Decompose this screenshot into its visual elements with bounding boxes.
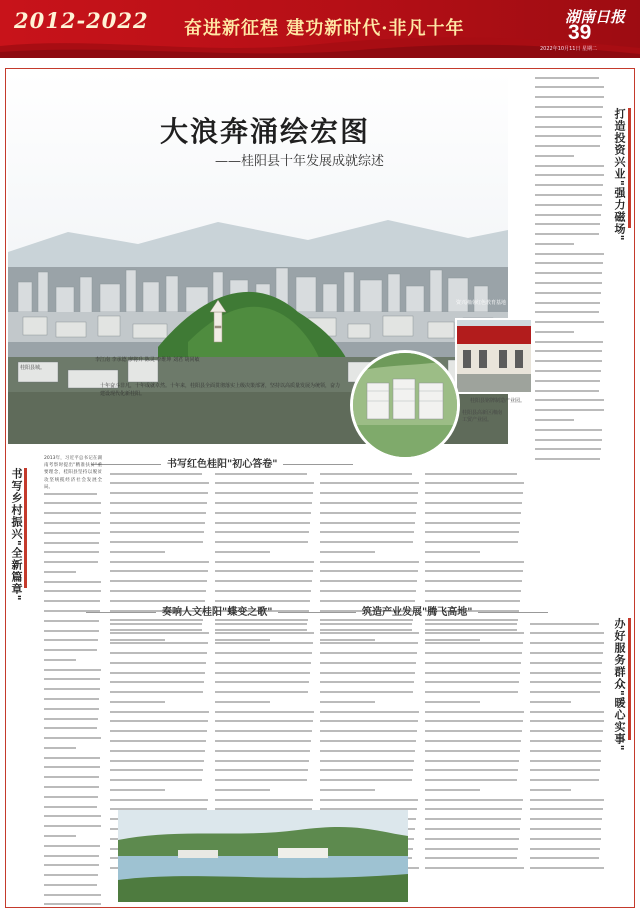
text-line (425, 740, 525, 747)
text-line (535, 350, 605, 357)
text-line (44, 542, 102, 549)
text-line (44, 718, 102, 725)
text-line (425, 482, 525, 489)
inset-factory-sign: 资兴湘南红色教育基地 (456, 300, 507, 306)
text-line (535, 429, 605, 436)
text-line (425, 473, 525, 480)
text-line (535, 96, 605, 103)
text-line (320, 760, 420, 767)
text-line (44, 884, 102, 891)
side-title-service: 办好服务群众"暖心实事" (613, 618, 626, 752)
section-title-culture: 奏响人文桂阳"蝶变之歌" (80, 603, 354, 618)
text-line (535, 155, 605, 162)
text-line (110, 522, 210, 529)
text-line (535, 214, 605, 221)
text-line (530, 701, 605, 708)
text-line (215, 541, 315, 548)
text-line (44, 698, 102, 705)
text-line (110, 473, 210, 480)
text-line (215, 623, 315, 630)
text-line (320, 799, 420, 806)
text-line (110, 482, 210, 489)
text-line (110, 492, 210, 499)
side-title-investment: 打造投资兴业"强力磁场" (613, 108, 626, 242)
text-line (44, 659, 102, 666)
text-line (44, 815, 102, 822)
text-line (44, 493, 102, 500)
text-line (530, 779, 605, 786)
text-line (535, 399, 605, 406)
text-line (320, 691, 420, 698)
text-line (530, 760, 605, 767)
text-line (44, 630, 102, 637)
text-line (320, 551, 420, 558)
text-line (425, 551, 525, 558)
text-line (44, 766, 102, 773)
text-line (425, 720, 525, 727)
text-line (110, 691, 210, 698)
text-line (425, 760, 525, 767)
text-line (320, 541, 420, 548)
text-line (215, 750, 315, 757)
text-line (425, 632, 525, 639)
text-line (320, 531, 420, 538)
text-line (44, 747, 102, 754)
text-line (535, 302, 605, 309)
text-line (215, 740, 315, 747)
text-line (320, 502, 420, 509)
body-excerpt: 2013年，习近平总书记在湖南考察时提出"精准扶贫"重要理念，桂阳县坚持以脱贫攻坚统揽经济社会发展全局。 (44, 456, 102, 490)
left-column-intro (44, 455, 102, 491)
text-line (320, 779, 420, 786)
text-line (110, 730, 210, 737)
text-line (530, 632, 605, 639)
text-line (530, 789, 605, 796)
text-line (535, 194, 605, 201)
text-line (44, 864, 102, 871)
side-title-accent-2 (628, 618, 631, 740)
text-line (535, 360, 605, 367)
text-line (535, 106, 605, 113)
text-line (530, 730, 605, 737)
text-line (530, 672, 605, 679)
byline: 李江南 李承德 廖将升 陈灵 李维坤 刘君 胡同敏 (95, 357, 200, 363)
text-line (425, 623, 525, 630)
river-landscape-photo (118, 810, 408, 902)
text-line (110, 652, 210, 659)
text-line (320, 623, 420, 630)
text-line (535, 233, 605, 240)
text-line (110, 531, 210, 538)
text-line (320, 740, 420, 747)
text-line (215, 590, 315, 597)
text-line (215, 570, 315, 577)
text-line (425, 711, 525, 718)
text-line (215, 492, 315, 499)
text-line (44, 590, 102, 597)
newspaper-logo: 湖南日报 (565, 8, 626, 26)
text-line (425, 512, 525, 519)
text-line (110, 750, 210, 757)
right-column-lines (535, 77, 605, 466)
side-title-accent-3 (24, 468, 27, 588)
text-line (425, 857, 525, 864)
left-column-lines (44, 490, 102, 913)
text-line (215, 502, 315, 509)
text-line (44, 512, 102, 519)
text-line (530, 740, 605, 747)
text-line (425, 492, 525, 499)
text-line (530, 691, 605, 698)
text-line (44, 737, 102, 744)
text-line (110, 720, 210, 727)
page-number: 39 (568, 21, 592, 44)
text-line (425, 681, 525, 688)
text-line (535, 409, 605, 416)
text-line (215, 681, 315, 688)
right-column-text (535, 74, 605, 465)
text-line (110, 551, 210, 558)
side-title-rural: 书写乡村振兴"全新篇章" (10, 468, 23, 602)
text-line (110, 502, 210, 509)
text-line (320, 711, 420, 718)
text-line (215, 642, 315, 649)
text-line (425, 828, 525, 835)
text-line (425, 779, 525, 786)
text-line (425, 570, 525, 577)
text-line (215, 779, 315, 786)
photo-caption: 桂阳县城。 (20, 365, 46, 371)
text-line (425, 750, 525, 757)
text-line (425, 769, 525, 776)
feature-subheadline: ——桂阳县十年发展成就综述 (215, 154, 385, 169)
text-line (44, 786, 102, 793)
text-line (215, 769, 315, 776)
text-line (530, 818, 605, 825)
text-line (530, 828, 605, 835)
text-line (320, 672, 420, 679)
text-line (530, 681, 605, 688)
text-line (44, 874, 102, 881)
text-line (110, 701, 210, 708)
text-line (530, 808, 605, 815)
text-line (425, 799, 525, 806)
text-line (535, 458, 605, 465)
text-line (110, 681, 210, 688)
text-line (110, 512, 210, 519)
text-line (530, 769, 605, 776)
text-line (425, 867, 525, 874)
text-line (110, 580, 210, 587)
text-line (535, 86, 605, 93)
text-line (320, 701, 420, 708)
text-line (44, 727, 102, 734)
text-line (320, 580, 420, 587)
text-line (110, 779, 210, 786)
text-line (215, 531, 315, 538)
text-line (110, 541, 210, 548)
text-line (530, 652, 605, 659)
text-line (535, 272, 605, 279)
section-title-red-guiyang: 书写红色桂阳"初心答卷" (85, 455, 359, 470)
text-line (530, 857, 605, 864)
text-line (44, 678, 102, 685)
text-line (110, 642, 210, 649)
text-line (535, 184, 605, 191)
text-line (425, 642, 525, 649)
text-line (320, 789, 420, 796)
text-line (535, 439, 605, 446)
text-line (320, 632, 420, 639)
text-line (44, 855, 102, 862)
text-line (535, 126, 605, 133)
text-line (110, 662, 210, 669)
text-line (535, 262, 605, 269)
text-line (44, 532, 102, 539)
text-line (320, 750, 420, 757)
text-line (425, 580, 525, 587)
text-line (535, 419, 605, 426)
text-line (535, 390, 605, 397)
text-line (535, 311, 605, 318)
side-title-accent (628, 108, 631, 228)
text-line (44, 649, 102, 656)
text-line (425, 808, 525, 815)
text-line (110, 740, 210, 747)
text-line (425, 502, 525, 509)
text-line (535, 282, 605, 289)
text-line (530, 838, 605, 845)
text-line (425, 672, 525, 679)
text-line (215, 760, 315, 767)
text-line (215, 482, 315, 489)
text-line (44, 708, 102, 715)
text-line (535, 292, 605, 299)
text-line (535, 331, 605, 338)
text-line (535, 370, 605, 377)
text-line (44, 845, 102, 852)
text-line (320, 570, 420, 577)
text-line (44, 561, 102, 568)
text-line (320, 561, 420, 568)
text-line (320, 492, 420, 499)
text-line (425, 691, 525, 698)
text-line (425, 789, 525, 796)
text-line (530, 642, 605, 649)
text-line (530, 750, 605, 757)
text-line (530, 711, 605, 718)
text-line (425, 590, 525, 597)
text-line (320, 681, 420, 688)
text-line (425, 838, 525, 845)
inset-factory-caption: 桂阳县铭牌制造产业园。 (470, 398, 526, 404)
text-line (44, 581, 102, 588)
text-line (44, 620, 102, 627)
text-line (215, 720, 315, 727)
text-line (215, 691, 315, 698)
inset-factory-photo (455, 318, 533, 394)
text-line (44, 571, 102, 578)
lead-paragraph: 十年奋斗非凡，十年成就卓然。十年来，桂阳县全面贯彻落实上级决策部署，坚持以高质量发展为统领，奋力建设现代化新桂阳。 (100, 383, 341, 397)
text-line (215, 711, 315, 718)
text-line (215, 701, 315, 708)
text-line (110, 623, 210, 630)
text-line (215, 512, 315, 519)
section-title-industry: 筑造产业发展"腾飞高地" (280, 603, 554, 618)
inset-park-caption: 桂阳县高新区湘南工贸产业园。 (462, 410, 503, 423)
text-line (44, 776, 102, 783)
text-line (320, 473, 420, 480)
text-line (530, 848, 605, 855)
text-line (110, 632, 210, 639)
text-line (535, 77, 605, 84)
text-line (110, 799, 210, 806)
text-line (425, 531, 525, 538)
section3-column-b (425, 620, 525, 874)
text-line (110, 570, 210, 577)
text-line (320, 642, 420, 649)
text-line (535, 448, 605, 455)
text-line (425, 522, 525, 529)
text-line (110, 672, 210, 679)
text-line (44, 894, 102, 901)
text-line (215, 662, 315, 669)
text-line (425, 701, 525, 708)
text-line (44, 551, 102, 558)
text-line (425, 848, 525, 855)
text-line (215, 561, 315, 568)
text-line (535, 204, 605, 211)
text-line (215, 789, 315, 796)
text-line (320, 482, 420, 489)
feature-headline: 大浪奔涌绘宏图 (160, 115, 371, 148)
text-line (44, 669, 102, 676)
text-line (215, 473, 315, 480)
years-title: 2012-2022 (14, 8, 149, 33)
text-line (425, 818, 525, 825)
text-line (44, 806, 102, 813)
text-line (535, 145, 605, 152)
text-line (110, 760, 210, 767)
text-line (320, 590, 420, 597)
text-line (320, 720, 420, 727)
text-line (320, 769, 420, 776)
text-line (215, 730, 315, 737)
text-line (320, 662, 420, 669)
text-line (425, 652, 525, 659)
text-line (530, 623, 605, 630)
text-line (110, 711, 210, 718)
masthead-banner (0, 0, 640, 58)
text-line (215, 551, 315, 558)
inset-industrial-park-photo (350, 350, 460, 460)
text-line (44, 757, 102, 764)
text-line (215, 632, 315, 639)
text-line (215, 672, 315, 679)
text-line (425, 662, 525, 669)
text-line (320, 730, 420, 737)
text-line (44, 688, 102, 695)
text-line (44, 502, 102, 509)
text-line (530, 662, 605, 669)
text-line (535, 223, 605, 230)
text-line (535, 253, 605, 260)
text-line (44, 835, 102, 842)
issue-date: 2022年10月11日 星期二 (540, 46, 598, 52)
text-line (530, 799, 605, 806)
text-line (535, 380, 605, 387)
text-line (215, 799, 315, 806)
text-line (535, 165, 605, 172)
text-line (44, 639, 102, 646)
text-line (535, 116, 605, 123)
text-line (110, 789, 210, 796)
text-line (110, 590, 210, 597)
text-line (535, 341, 605, 348)
text-line (535, 174, 605, 181)
text-line (530, 867, 605, 874)
text-line (320, 522, 420, 529)
text-line (535, 135, 605, 142)
text-line (320, 512, 420, 519)
text-line (44, 796, 102, 803)
text-line (215, 652, 315, 659)
text-line (535, 243, 605, 250)
text-line (110, 561, 210, 568)
banner-slogan: 奋进新征程 建功新时代·非凡十年 (184, 18, 465, 39)
text-line (425, 561, 525, 568)
text-line (44, 522, 102, 529)
text-line (425, 730, 525, 737)
text-line (425, 541, 525, 548)
text-line (110, 769, 210, 776)
text-line (535, 321, 605, 328)
right-column-lower (530, 620, 605, 874)
text-line (530, 720, 605, 727)
text-line (215, 580, 315, 587)
text-line (44, 825, 102, 832)
text-line (320, 652, 420, 659)
text-line (215, 522, 315, 529)
text-line (44, 903, 102, 910)
